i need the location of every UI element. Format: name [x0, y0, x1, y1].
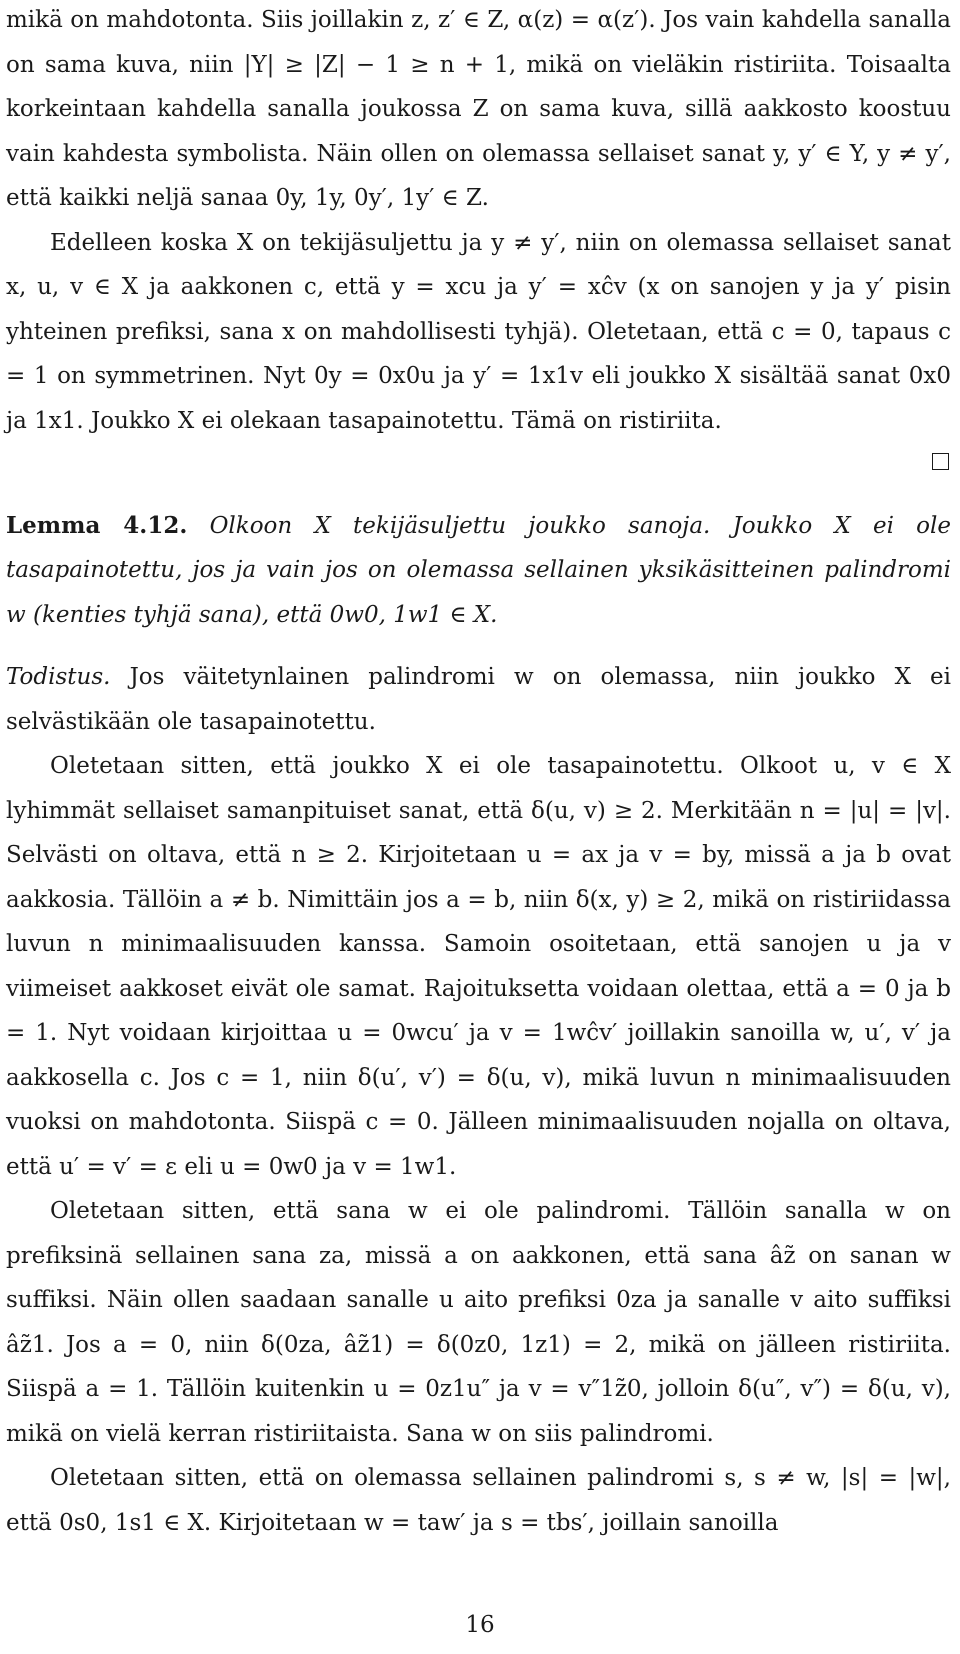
- page-number: 16: [465, 1612, 495, 1638]
- lemma-label: Lemma 4.12.: [6, 511, 188, 539]
- paragraph-continuation: mikä on mahdotonta. Siis joillakin z, z′ ∈ Z, α(z) = α(z′). Jos vain kahdella sanalla on sama kuva, niin |Y| ≥ |Z| − 1 ≥ n + 1, mikä on vieläkin ristiriita. Toisaalta korkeintaan kahdella sanalla joukossa Z on sama kuva, sillä aakkosto koostuu vain kahdesta symbolista. Näin ollen on olemassa sellaiset sanat y, y′ ∈ Y, y ≠ y′, että kaikki neljä sanaa 0y, 1y, 0y′, 1y′ ∈ Z.: [6, 7, 951, 211]
- proof-start: [6, 655, 951, 744]
- lemma-statement: Olkoon X tekijäsuljettu joukko sanoja. Joukko X ei ole tasapainotettu, jos ja vain jos on olemassa sellainen yksikäsitteinen palindromi w (kenties tyhjä sana), että 0w0, 1w1 ∈ X.: [6, 512, 951, 628]
- proof-label: Todistus.: [6, 664, 111, 690]
- proof-first-sentence: Jos väitetynlainen palindromi w on olemassa, niin joukko X ei selvästikään ole tasapainotettu.: [6, 664, 952, 735]
- body-text: [6, 0, 951, 1545]
- qed-symbol: [932, 453, 949, 470]
- paragraph-contradiction: Edelleen koska X on tekijäsuljettu ja y ≠ y′, niin on olemassa sellaiset sanat x, u, v ∈ X ja aakkonen c, että y = xcu ja y′ = xĉv (x on sanojen y ja y′ pisin yhteinen prefiksi, sana x on mahdollisesti tyhjä). Oletetaan, että c = 0, tapaus c = 1 on symmetrinen. Nyt 0y = 0x0u ja y′ = 1x1v eli joukko X sisältää sanat 0x0 ja 1x1. Joukko X ei olekaan tasapainotettu. Tämä on ristiriita.: [6, 229, 951, 434]
- qed-line: [6, 443, 951, 488]
- proof-paragraph-2: Oletetaan sitten, että sana w ei ole palindromi. Tällöin sanalla w on prefiksinä sellainen sana za, missä a on aakkonen, että sana âz̃ on sanan w suffiksi. Näin ollen saadaan sanalle u aito prefiksi 0za ja sanalle v aito suffiksi âz̃1. Jos a = 0, niin δ(0za, âz̃1) = δ(0z0, 1z1) = 2, mikä on jälleen ristiriita. Siispä a = 1. Tällöin kuitenkin u = 0z1u″ ja v = v″1z̃0, jolloin δ(u″, v″) = δ(u, v), mikä on vielä kerran ristiriitaista. Sana w on siis palindromi.: [6, 1198, 951, 1447]
- proof-paragraph-1: Oletetaan sitten, että joukko X ei ole tasapainotettu. Olkoot u, v ∈ X lyhimmät sellaiset samanpituiset sanat, että δ(u, v) ≥ 2. Merkitään n = |u| = |v|. Selvästi on oltava, että n ≥ 2. Kirjoitetaan u = ax ja v = by, missä a ja b ovat aakkosia. Tällöin a ≠ b. Nimittäin jos a = b, niin δ(x, y) ≥ 2, mikä on ristiriidassa luvun n minimaalisuuden kanssa. Samoin osoitetaan, että sanojen u ja v viimeiset aakkoset eivät ole samat. Rajoituksetta voidaan olettaa, että a = 0 ja b = 1. Nyt voidaan kirjoittaa u = 0wcu′ ja v = 1wĉv′ joillakin sanoilla w, u′, v′ ja aakkosella c. Jos c = 1, niin δ(u′, v′) = δ(u, v), mikä luvun n minimaalisuuden vuoksi on mahdotonta. Siispä c = 0. Jälleen minimaalisuuden nojalla on oltava, että u′ = v′ = ε eli u = 0w0 ja v = 1w1.: [6, 753, 951, 1180]
- proof-paragraph-3: Oletetaan sitten, että on olemassa sellainen palindromi s, s ≠ w, |s| = |w|, että 0s0, 1s1 ∈ X. Kirjoitetaan w = taw′ ja s = tbs′, joillain sanoilla: [6, 1465, 951, 1536]
- lemma-4-12: [6, 504, 951, 638]
